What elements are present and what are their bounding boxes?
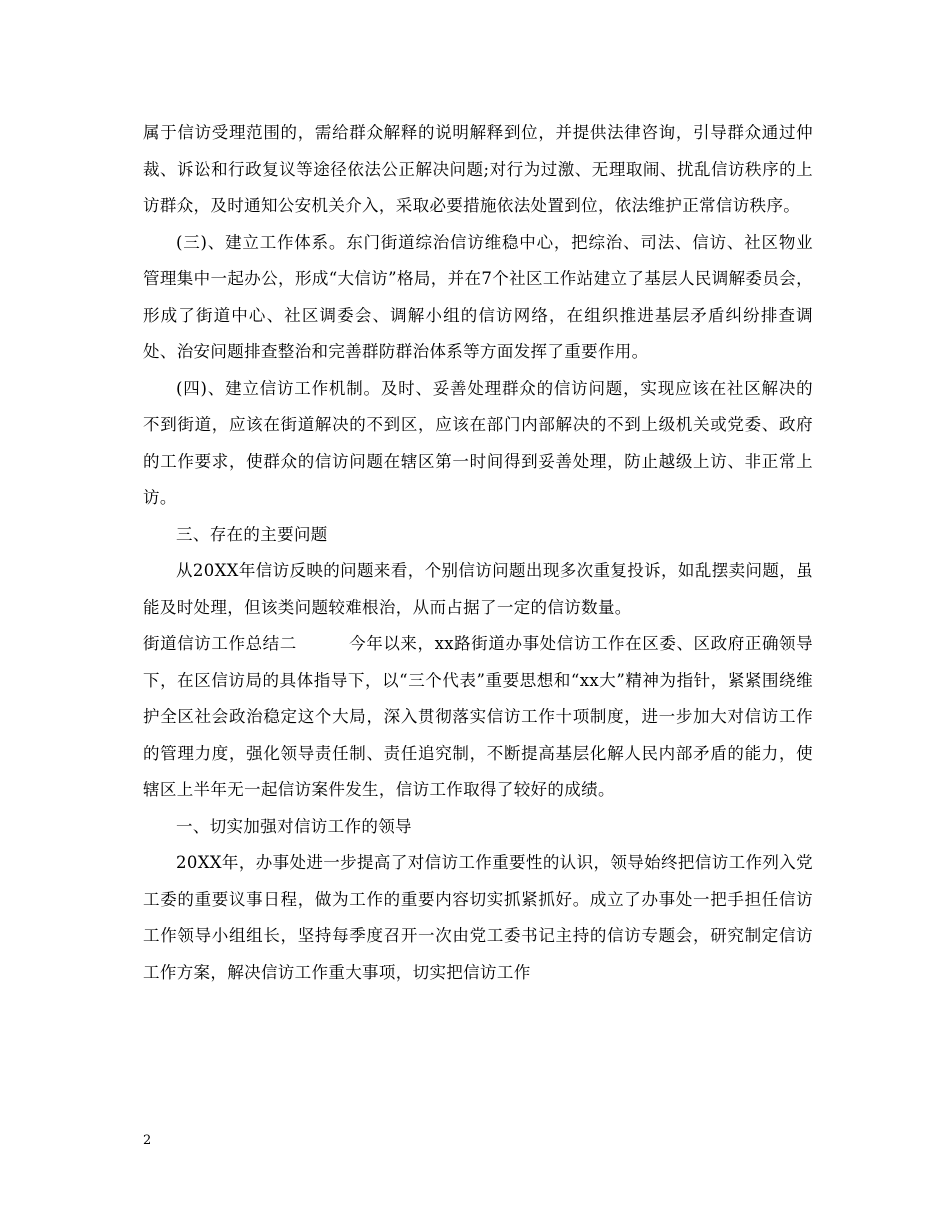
paragraph-summary-two <box>143 626 813 809</box>
document-body <box>143 115 813 991</box>
paragraph-leadership: 20XX年，办事处进一步提高了对信访工作重要性的认识，领导始终把信访工作列入党工委的重要议事日程，做为工作的重要内容切实抓紧抓好。成立了办事处一把手担任信访工作领导小组组长，坚持每季度召开一次由党工委书记主持的信访专题会，研究制定信访工作方案，解决信访工作重大事项，切实把信访工作 <box>143 853 813 982</box>
paragraph-complaint-scope: 属于信访受理范围的，需给群众解释的说明解释到位，并提供法律咨询，引导群众通过仲裁、诉讼和行政复议等途径依法公正解决问题;对行为过激、无理取闹、扰乱信访秩序的上访群众，及时通知公安机关介入，采取必要措施依法处置到位，依法维护正常信访秩序。 <box>143 123 813 215</box>
summary-two-title: 街道信访工作总结二 <box>143 634 297 653</box>
section-heading-leadership: 一、切实加强对信访工作的领导 <box>176 816 412 836</box>
paragraph-work-system: (三)、建立工作体系。东门街道综治信访维稳中心，把综治、司法、信访、社区物业管理集中一起办公，形成“大信访”格局，并在7个社区工作站建立了基层人民调解委员会，形成了街道中心、社区调委会、调解小组的信访网络，在组织推进基层矛盾纠纷排查调处、治安问题排查整治和完善群防群治体系等方面发挥了重要作用。 <box>143 232 813 361</box>
section-heading-main-problems: 三、存在的主要问题 <box>176 524 328 544</box>
paragraph-main-problems: 从20XX年信访反映的问题来看，个别信访问题出现多次重复投诉，如乱摆卖问题，虽能及时处理，但该类问题较难根治，从而占据了一定的信访数量。 <box>143 561 813 617</box>
summary-two-body: 今年以来，xx路街道办事处信访工作在区委、区政府正确领导下，在区信访局的具体指导下，以“三个代表”重要思想和“xx大”精神为指针，紧紧围绕维护全区社会政治稳定这个大局，深入贯彻落实信访工作十项制度，进一步加大对信访工作的管理力度，强化领导责任制、责任追究制，不断提高基层化解人民内部矛盾的能力，使辖区上半年无一起信访案件发生，信访工作取得了较好的成绩。 <box>143 634 813 799</box>
page-number: 2 <box>143 1133 152 1148</box>
paragraph-work-mechanism: (四)、建立信访工作机制。及时、妥善处理群众的信访问题，实现应该在社区解决的不到街道，应该在街道解决的不到区，应该在部门内部解决的不到上级机关或党委、政府的工作要求，使群众的信访问题在辖区第一时间得到妥善处理，防止越级上访、非正常上访。 <box>143 378 813 507</box>
